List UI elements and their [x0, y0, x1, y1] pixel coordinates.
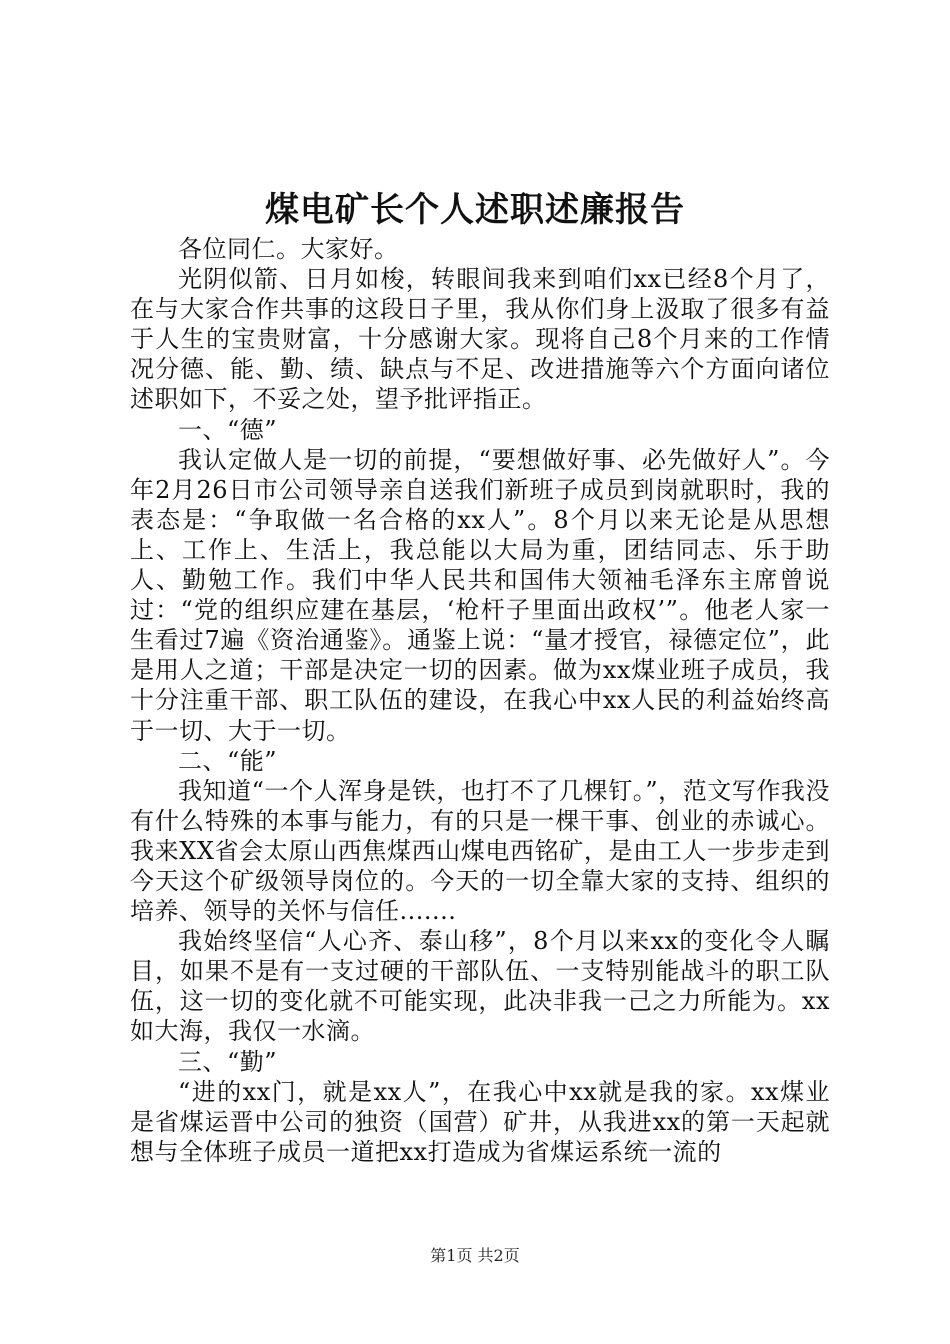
- document-body: [130, 234, 830, 1167]
- paragraph-qin: “进的xx门，就是xx人”，在我心中xx就是我的家。xx煤业是省煤运晋中公司的独资（国营）矿井，从我进xx的第一天起就想与全体班子成员一道把xx打造成为省煤运系统一流的: [130, 1077, 830, 1166]
- page-footer: 第1页 共2页: [430, 1246, 520, 1265]
- section-heading-neng: 二、“能”: [178, 746, 278, 775]
- paragraph-neng-2: 我始终坚信“人心齐、泰山移”，8个月以来xx的变化令人瞩目，如果不是有一支过硬的干部队伍、一支特别能战斗的职工队伍，这一切的变化就不可能实现，此决非我一己之力所能为。xx如大海，我仅一水滴。: [130, 927, 830, 1046]
- paragraph-neng-1: 我知道“一个人浑身是铁，也打不了几棵钉。”，范文写作我没有什么特殊的本事与能力，有的只是一棵干事、创业的赤诚心。我来XX省会太原山西焦煤西山煤电西铭矿，是由工人一步步走到今天这个矿级领导岗位的。今天的一切全靠大家的支持、组织的培养、领导的关怀与信任.......: [130, 776, 830, 926]
- section-heading-qin: 三、“勤”: [178, 1047, 278, 1076]
- paragraph-de: 我认定做人是一切的前提，“要想做好事、必先做好人”。今年2月26日市公司领导亲自送我们新班子成员到岗就职时，我的表态是：“争取做一名合格的xx人”。8个月以来无论是从思想上、工作上、生活上，我总能以大局为重，团结同志、乐于助人、勤勉工作。我们中华人民共和国伟大领袖毛泽东主席曾说过：“党的组织应建在基层，‘枪杆子里面出政权’”。他老人家一生看过7遍《资治通鉴》。通鉴上说：“量才授官，禄德定位”，此是用人之道；干部是决定一切的因素。做为xx煤业班子成员，我十分注重干部、职工队伍的建设，在我心中xx人民的利益始终高于一切、大于一切。: [130, 445, 830, 745]
- document-title: 煤电矿长个人述职述廉报告: [265, 190, 685, 230]
- section-heading-de: 一、“德”: [178, 415, 278, 444]
- paragraph-greeting: 各位同仁。大家好。: [178, 235, 399, 263]
- paragraph-intro: 光阴似箭、日月如梭，转眼间我来到咱们xx已经8个月了，在与大家合作共事的这段日子里，我从你们身上汲取了很多有益于人生的宝贵财富，十分感谢大家。现将自己8个月来的工作情况分德、能、勤、绩、缺点与不足、改进措施等六个方面向诸位述职如下，不妥之处，望予批评指正。: [130, 265, 830, 414]
